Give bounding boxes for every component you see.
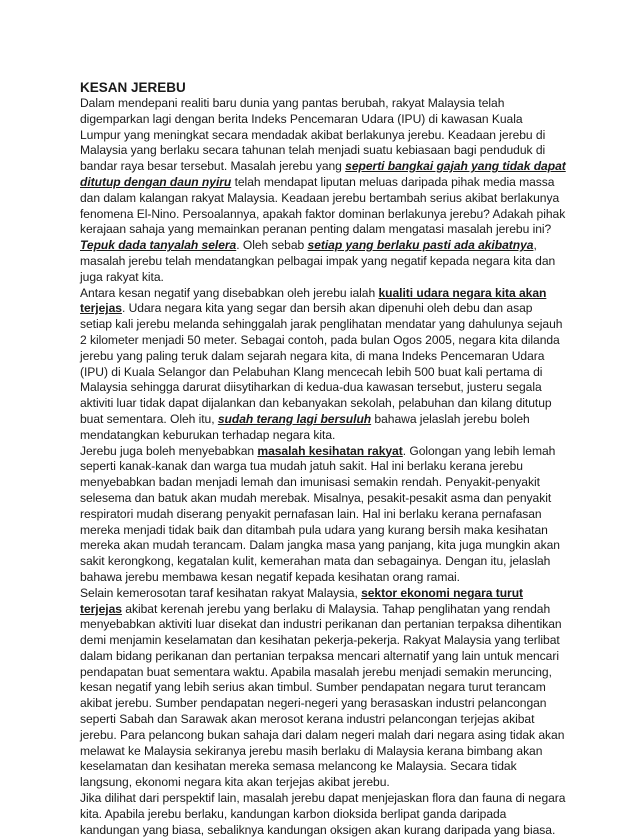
document-title: KESAN JEREBU	[80, 80, 186, 95]
idiom-phrase: setiap yang berlaku pasti ada akibatnya	[307, 238, 534, 253]
key-point: sektor ekonomi negara turut terjejas	[80, 585, 524, 616]
text-run: . Oleh sebab	[236, 238, 308, 253]
text-run: Selain kemerosotan taraf kesihatan rakyat Malaysia,	[80, 585, 362, 600]
idiom-phrase: sudah terang lagi bersuluh	[217, 411, 372, 426]
paragraph-2	[80, 286, 566, 444]
text-run: . Udara negara kita yang segar dan bersih akan dipenuhi oleh debu dan asap setiap kali jerebu melanda sehinggalah jarak penglihatan mendatar yang dahulunya sejauh 2 kilometer menjadi 50 meter. Sebagai contoh, pada bulan Ogos 2005, negara kita dilanda jerebu yang paling teruk dalam sejarah negara kita, di mana Indeks Pencemaran Udara (IPU) di Kuala Selangor dan Pelabuhan Klang mencecah lebih 500 buat kali pertama di Malaysia sehingga darurat diisytiharkan di kedua-dua kawasan tersebut, justeru segala aktiviti luar tidak dapat dijalankan dan kebanyakan sekolah, pelabuhan dan kilang ditutup buat sementara. Oleh itu,	[80, 301, 563, 426]
paragraph-3	[80, 444, 566, 586]
text-run: Dalam mendepani realiti baru dunia yang pantas berubah, rakyat Malaysia telah digemparkan lagi dengan berita Indeks Pencemaran Udara (IPU) di kawasan Kuala Lumpur yang meningkat secara mendadak akibat berlakunya jerebu. Keadaan jerebu di Malaysia yang berlaku secara tahunan telah menjadi suatu kebiasaan bagi penduduk di bandar raya besar tersebut. Masalah jerebu yang	[80, 96, 546, 174]
text-run: telah mendapat liputan meluas daripada pihak media massa dan dalam kalangan rakyat Malaysia. Keadaan jerebu bertambah serius akibat berlakunya fenomena El-Nino. Persoalannya, apakah faktor dominan berlakunya jerebu? Adakah pihak kerajaan sahaja yang memainkan peranan penting dalam mengatasi masalah jerebu ini?	[80, 174, 566, 237]
text-run: Jerebu juga boleh menyebabkan	[80, 443, 258, 458]
text-run: . Golongan yang lebih lemah seperti kanak-kanak dan warga tua mudah jatuh sakit. Hal ini berlaku kerana jerebu menyebabkan badan menjadi lemah dan imunisasi semakin rendah. Penyakit-penyakit selesema dan batuk akan mudah merebak. Misalnya, pesakit-pesakit asma dan penyakit respiratori mudah diserang penyakit pernafasan lain. Hal ini berlaku kerana pernafasan mereka menjadi tidak baik dan ditambah pula udara yang kurang bersih maka kesihatan mereka akan mudah terancam. Dalam jangka masa yang panjang, kita juga mungkin akan sakit kerongkong, kegatalan kulit, kemerahan mata dan sebagainya. Dengan itu, jelaslah bahawa jerebu membawa kesan negatif kepada kesihatan orang ramai.	[80, 443, 560, 584]
text-run: akibat kerenah jerebu yang berlaku di Malaysia. Tahap penglihatan yang rendah menyebabkan aktiviti luar disekat dan industri perikanan dan pertanian terpaksa dihentikan demi menjamin keselamatan dan kesihatan pekerja-pekerja. Rakyat Malaysia yang terlibat dalam bidang perikanan dan pertanian terpaksa mencari alternatif yang lain untuk mencari pendapatan buat sementara waktu. Apabila masalah jerebu menjadi semakin meruncing, kesan negatif yang lebih serius akan timbul. Sumber pendapatan negara turut terancam akibat jerebu. Sumber pendapatan negeri-negeri yang berasaskan industri pelancongan seperti Sabah dan Sarawak akan merosot kerana industri pelancongan terjejas akibat jerebu. Para pelancong bukan sahaja dari dalam negeri malah dari negara asing tidak akan melawat ke Malaysia sekiranya jerebu masih berlaku di Malaysia kerana bimbang akan keselamatan dan kesihatan mereka semasa melancong ke Malaysia. Secara tidak langsung, ekonomi negara kita akan terjejas akibat jerebu.	[80, 601, 565, 790]
idiom-phrase: seperti bangkai gajah yang tidak dapat ditutup dengan daun nyiru	[80, 159, 566, 189]
text-run: Jika dilihat dari perspektif lain, masalah jerebu dapat menjejaskan flora dan fauna di negara kita. Apabila jerebu berlaku, kandungan karbon dioksida berlipat ganda daripada kandungan yang biasa, sebaliknya kandungan oksigen akan kurang daripada yang biasa.	[80, 791, 566, 837]
idiom-phrase: Tepuk dada tanyalah selera	[80, 238, 237, 253]
text-run: , masalah jerebu telah mendatangkan pelbagai impak yang negatif kepada negara kita dan juga rakyat kita.	[80, 238, 556, 284]
document-body	[80, 80, 566, 838]
key-point: kualiti udara negara kita akan terjejas	[80, 285, 547, 316]
paragraph-5	[80, 791, 566, 838]
text-run: Antara kesan negatif yang disebabkan oleh jerebu ialah	[80, 285, 379, 300]
paragraph-1	[80, 96, 566, 286]
key-point: masalah kesihatan rakyat	[257, 443, 403, 458]
paragraph-4	[80, 586, 566, 791]
paragraphs-container	[80, 96, 566, 838]
text-run: bahawa jelaslah jerebu boleh mendatangkan keburukan terhadap negara kita.	[80, 411, 530, 442]
